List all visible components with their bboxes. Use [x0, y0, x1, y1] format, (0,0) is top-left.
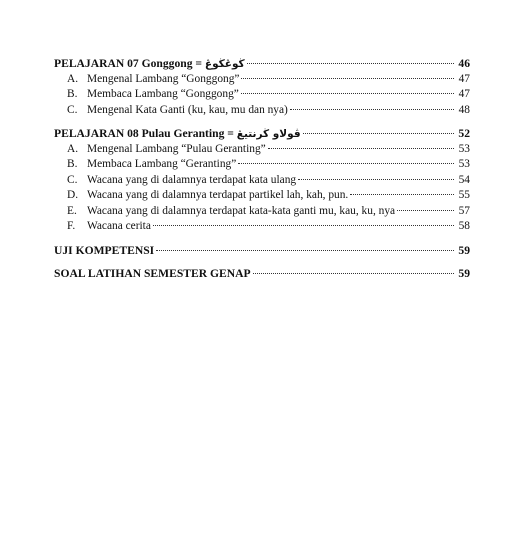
toc-item-title: Wacana cerita [87, 220, 151, 232]
toc-heading-title: PELAJARAN 08 Pulau Geranting = [54, 127, 237, 140]
toc-page-number: 47 [458, 72, 470, 85]
toc-dot-leader [303, 133, 454, 134]
toc-heading-arabic: ڤولاو ڬرنتيڠ [236, 128, 301, 140]
toc-dot-leader [241, 93, 454, 94]
toc-heading-pelajaran-07[interactable] [54, 56, 470, 72]
toc-dot-leader [238, 163, 454, 164]
toc-dot-leader [350, 194, 454, 195]
toc-dot-leader [298, 179, 454, 180]
toc-page-number: 46 [458, 57, 470, 70]
toc-dot-leader [156, 250, 454, 251]
toc-heading-title: UJI KOMPETENSI [54, 243, 155, 257]
toc-item[interactable] [54, 103, 470, 119]
toc-item-title: Wacana yang di dalamnya terdapat kata-kata ganti mu, kau, ku, nya [87, 204, 396, 217]
toc-heading-text [54, 56, 245, 73]
toc-item[interactable] [54, 188, 470, 204]
toc-item[interactable] [54, 157, 470, 173]
toc-item[interactable] [54, 173, 470, 189]
toc-page-number: 59 [458, 267, 470, 280]
toc-heading-title: SOAL LATIHAN SEMESTER GENAP [54, 267, 251, 280]
toc-heading-text [54, 126, 301, 143]
toc-dot-leader [397, 210, 454, 211]
toc-dot-leader [153, 225, 454, 226]
toc-item-title: Wacana yang di dalamnya terdapat kata ulang [87, 173, 297, 186]
toc-item-letter: A. [67, 72, 79, 85]
toc-item[interactable] [54, 204, 470, 220]
toc-item[interactable] [54, 72, 470, 88]
toc-page-number: 59 [458, 243, 470, 257]
toc-item[interactable] [54, 142, 470, 158]
toc-item-letter: C. [67, 103, 78, 116]
toc-item-title: Mengenal Lambang “Gonggong” [87, 72, 240, 85]
toc-dot-leader [268, 148, 454, 149]
toc-heading-uji-kompetensi[interactable] [54, 243, 470, 259]
toc-page-number: 57 [458, 204, 470, 217]
toc-item-title: Membaca Lambang “Gonggong” [87, 88, 239, 100]
toc-heading-arabic: ڬوڠڬوڠ [204, 58, 245, 70]
toc-page-number: 48 [458, 103, 470, 116]
toc-item-letter: C. [67, 173, 78, 186]
toc-item-letter: D. [67, 189, 79, 201]
toc-heading-title: PELAJARAN 07 Gonggong = [54, 57, 205, 70]
toc-item-letter: B. [67, 88, 78, 100]
toc-item-letter: B. [67, 158, 78, 170]
toc-page-number: 55 [458, 189, 470, 201]
toc-heading-soal-latihan[interactable] [54, 266, 470, 282]
toc-item-title: Mengenal Lambang “Pulau Geranting” [87, 142, 266, 155]
toc-item-title: Mengenal Kata Ganti (ku, kau, mu dan nya) [87, 103, 288, 116]
toc-item-letter: A. [67, 142, 79, 155]
toc-dot-leader [247, 63, 454, 64]
toc-page-number: 53 [458, 142, 470, 155]
toc-item[interactable] [54, 219, 470, 235]
toc-dot-leader [290, 109, 454, 110]
toc-item-letter: E. [67, 204, 77, 217]
toc-item-title: Membaca Lambang “Geranting” [87, 158, 237, 170]
toc-page-number: 58 [458, 220, 470, 232]
toc-page-number: 52 [458, 127, 470, 140]
toc-heading-pelajaran-08[interactable] [54, 126, 470, 142]
table-of-contents [54, 56, 470, 282]
toc-item[interactable] [54, 87, 470, 103]
toc-page-number: 53 [458, 158, 470, 170]
toc-page-number: 54 [458, 173, 470, 186]
toc-dot-leader [253, 273, 454, 274]
toc-item-letter: F. [67, 220, 76, 232]
toc-item-title: Wacana yang di dalamnya terdapat partikel lah, kah, pun. [87, 189, 349, 201]
toc-page-number: 47 [458, 88, 470, 100]
toc-dot-leader [241, 78, 454, 79]
